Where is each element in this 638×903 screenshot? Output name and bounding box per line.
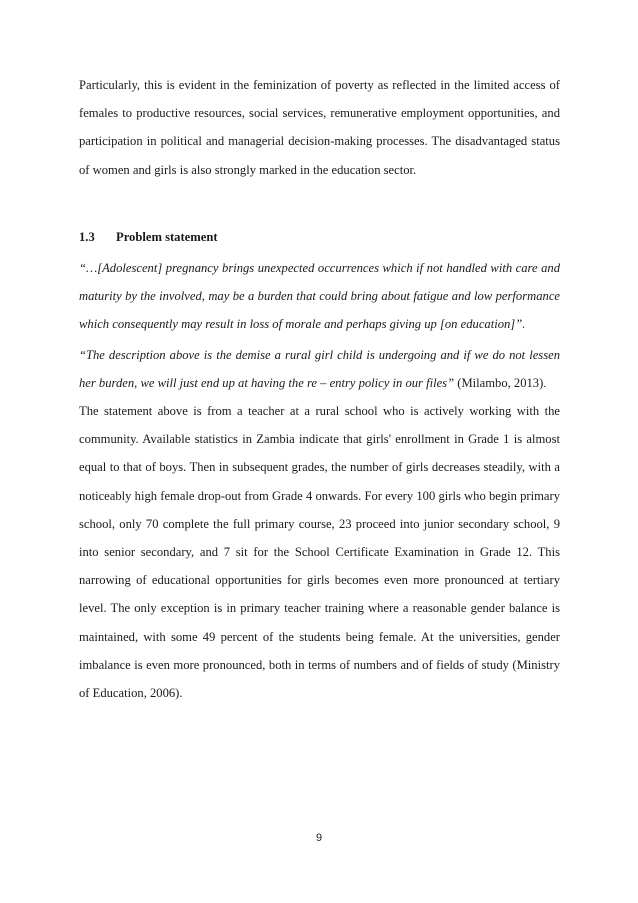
intro-paragraph: Particularly, this is evident in the feminization of poverty as reflected in the limited access of females to productive resources, social services, remunerative employment opportunities, and participation in political and managerial decision-making processes. The disadvantaged status of women and girls is also strongly marked in the education sector. xyxy=(79,78,560,177)
block-quote-teacher xyxy=(79,341,560,398)
block-quote-pregnancy: “…[Adolescent] pregnancy brings unexpected occurrences which if not handled with care and maturity by the involved, may be a burden that could bring about fatigue and low performance which consequently may result in loss of morale and perhaps giving up [on education]”. xyxy=(79,261,560,332)
section-number: 1.3 xyxy=(79,230,95,244)
quote-citation: (Milambo, 2013) xyxy=(457,376,544,391)
quote-text: “The description above is the demise a rural girl child is undergoing and if we do not lessen her burden, we will just end up at having the re – entry policy in our files” xyxy=(79,348,560,391)
page-number: 9 xyxy=(315,832,323,844)
section-title: Problem statement xyxy=(116,230,218,244)
quote-end-mark: . xyxy=(543,378,547,391)
section-heading xyxy=(79,227,218,247)
body-paragraph: The statement above is from a teacher at a rural school who is actively working with the community. Available statistics in Zambia indicate that girls' enrollment in Grade 1 is almost equal to that of boys. Then in subsequent grades, the number of girls decreases steadily, with a noticeably high female drop-out from Grade 4 onwards. For every 100 girls who begin primary school, only 70 complete the full primary course, 23 proceed into junior secondary school, 9 into senior secondary, and 7 sit for the School Certificate Examination in Grade 12. This narrowing of educational opportunities for girls becomes even more pronounced at tertiary level. The only exception is in primary teacher training where a reasonable gender balance is maintained, with some 49 percent of the students being female. At the universities, gender imbalance is even more pronounced, both in terms of numbers and of fields of study (Ministry of Education, 2006). xyxy=(79,404,560,701)
